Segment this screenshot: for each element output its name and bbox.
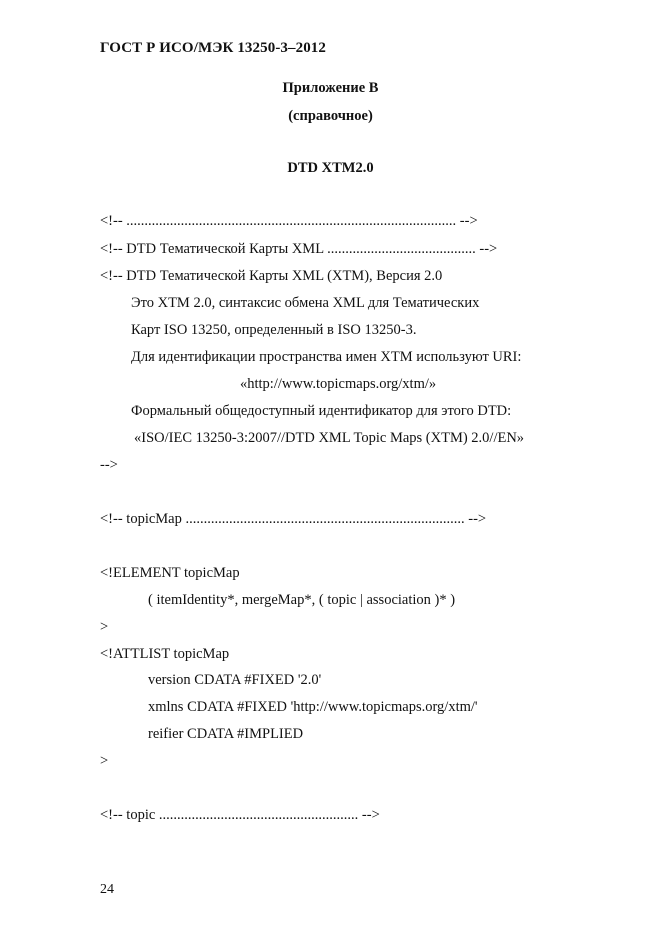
- dtd-line: <!ATTLIST topicMap: [100, 646, 230, 662]
- dtd-line: Карт ISO 13250, определенный в ISO 13250-3.: [131, 322, 417, 338]
- appendix-title: Приложение В: [282, 80, 379, 96]
- dtd-line: >: [100, 619, 109, 635]
- dtd-line: «ISO/IEC 13250-3:2007//DTD XML Topic Maps (XTM) 2.0//EN»: [134, 430, 525, 446]
- appendix-heading: DTD XTM2.0: [287, 160, 374, 176]
- dtd-line: Формальный общедоступный идентификатор для этого DTD:: [131, 403, 512, 419]
- dtd-line: xmlns CDATA #FIXED 'http://www.topicmaps.org/xtm/': [148, 699, 478, 715]
- appendix-kind: (справочное): [288, 108, 373, 124]
- dtd-line: >: [100, 753, 109, 769]
- dtd-line: «http://www.topicmaps.org/xtm/»: [240, 376, 437, 392]
- standard-header: ГОСТ Р ИСО/МЭК 13250-3–2012: [100, 40, 327, 56]
- dtd-line: <!-- topic ....................................................... -->: [100, 807, 380, 823]
- dtd-line: <!-- DTD Тематической Карты XML (XTM), Версия 2.0: [100, 268, 443, 284]
- page-number: 24: [100, 882, 114, 897]
- dtd-line: <!ELEMENT topicMap: [100, 565, 240, 581]
- dtd-line: Для идентификации пространства имен XTM используют URI:: [131, 349, 522, 365]
- dtd-line: reifier CDATA #IMPLIED: [148, 726, 304, 742]
- dtd-line: -->: [100, 457, 118, 473]
- dtd-line: <!-- DTD Тематической Карты XML ......................................... -->: [100, 241, 498, 257]
- dtd-line: Это XTM 2.0, синтаксис обмена XML для Тематических: [131, 295, 480, 311]
- dtd-line: ( itemIdentity*, mergeMap*, ( topic | association )* ): [148, 592, 456, 608]
- dtd-line: <!-- ........................................................................................... -->: [100, 213, 478, 229]
- dtd-line: <!-- topicMap ............................................................................. -->: [100, 511, 487, 527]
- dtd-line: version CDATA #FIXED '2.0': [148, 672, 322, 688]
